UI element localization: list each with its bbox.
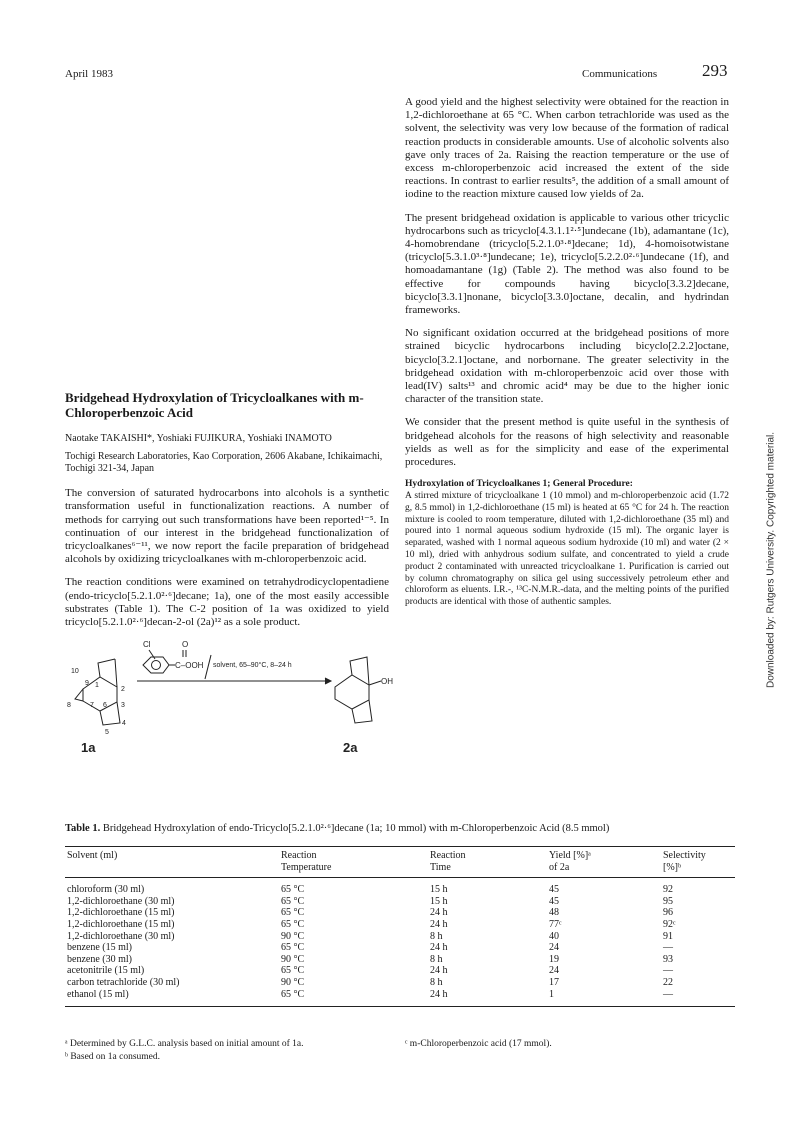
- results-table: [65, 846, 735, 1007]
- table-row: chloroform (30 ml) 65 °C 15 h 45 92: [67, 884, 673, 896]
- table-caption: [65, 823, 745, 834]
- table-row: 1,2-dichloroethane (15 ml) 65 °C 24 h 48 96: [67, 907, 673, 919]
- header-date: April 1983: [65, 68, 113, 80]
- table-caption-text: Bridgehead Hydroxylation of endo-Tricyclo[5.2.1.0²·⁶]decane (1a; 10 mmol) with m-Chloroperbenzoic Acid (8.5 mmol): [102, 823, 610, 834]
- atom-number: 6: [103, 702, 107, 709]
- reagent-o: O: [182, 640, 189, 649]
- atom-number: 5: [105, 729, 109, 736]
- table-row: benzene (30 ml) 90 °C 8 h 19 93: [67, 953, 673, 965]
- paragraph-strained: No significant oxidation occurred at the bridgehead positions of more strained bicyclic hydrocarbons including bicyclo[2.2.2]octane, bicyclo[3.2.1]octane, and norbornane. The greater selectivity in the bridgehead oxidation with m-chloroperbenzoic acid over those with lead(IV) salts¹³ and chromic acid⁴ may be due to the higher ionic character of the transition state.: [405, 327, 729, 406]
- paragraph-intro: The conversion of saturated hydrocarbons into alcohols is a synthetic transformation useful in functionalization reactions. A number of methods for carrying out such transformations have been reported¹⁻⁵. In continuation of our interest in the bridgehead functionalization of tricycloalkanes⁶⁻¹¹, we now report the facile preparation of bridgehead alcohols by oxidizing tricycloalkanes with m-chloroperbenzoic acid.: [65, 487, 389, 566]
- reaction-conditions: solvent, 65–90°C, 8–24 h: [213, 662, 292, 669]
- procedure: [405, 479, 729, 609]
- table-row: ethanol (15 ml) 65 °C 24 h 1 —: [65, 989, 735, 1007]
- right-column: [405, 96, 729, 619]
- structure-2a: [335, 657, 393, 755]
- table-row: 1,2-dichloroethane (15 ml) 65 °C 24 h 77ᶜ 92ᶜ: [67, 918, 676, 930]
- atom-number: 7: [90, 702, 94, 709]
- structure-1a: [67, 659, 126, 755]
- atom-number: 3: [121, 702, 125, 709]
- article-affiliation: Tochigi Research Laboratories, Kao Corporation, 2606 Akabane, Ichikaimachi, Tochigi 321-34, Japan: [65, 451, 383, 475]
- table-caption-label: Table 1.: [65, 823, 101, 834]
- reagent-group: C–OOH: [175, 661, 204, 670]
- header-section: Communications: [582, 68, 658, 80]
- atom-number: 10: [71, 668, 79, 675]
- download-notice: Downloaded by: Rutgers University. Copyrighted material.: [765, 431, 777, 689]
- atom-number: 2: [121, 686, 125, 693]
- header-yield: Yield [%]ᵃ of 2a: [547, 847, 661, 878]
- reagent-cl: Cl: [143, 640, 151, 649]
- reagent-mcpba: [143, 640, 204, 673]
- table-header-row: [65, 847, 735, 878]
- table-1: [65, 846, 735, 1007]
- table-row: acetonitrile (15 ml) 65 °C 24 h 24 —: [67, 965, 673, 977]
- atom-number: 1: [95, 682, 99, 689]
- procedure-text: A stirred mixture of tricycloalkane 1 (10 mmol) and m-chloroperbenzoic acid (1.72 g, 8.5 mmol) in 1,2-dichloroethane (15 ml) is heated at 65 °C for 24 h. The reaction mixture is cooled to room temperature, diluted with 1,2-dichloroethane (35 ml) and poured into 1 normal aqueous sodium hydroxide (15 ml). The organic layer is separated, washed with 1 normal aqueous sodium hydroxide (10 ml) and water (2 × 10 ml), dried with anhydrous sodium sulfate, and concentrated to yield a crude product 2 contaminated with unreacted tricycloalkane 1. Purification is carried out by column chromatography on silica gel using successively petroleum ether and chloroform as eluents. I.R.-, ¹³C-N.M.R.-data, and the melting points of the purified products are identical with those of authentic samples.: [405, 491, 729, 608]
- paragraph-scope: The present bridgehead oxidation is applicable to various other tricyclic hydrocarbons such as tricyclo[4.3.1.1²·⁵]undecane (1b), adamantane (1c), 4-homobrendane (tricyclo[5.2.1.0³·⁸]decane; 1d), 4-homoisotwistane (tricyclo[5.3.1.0³·⁸]undecane; 1e), tricyclo[5.2.2.0²·⁶]undecane (1f), and homoadamantane (1g) (Table 2). The method was also found to be effective for compounds having bicyclo[3.3.2]decane, bicyclo[3.3.1]nonane, bicyclo[3.3.0]octane, decalin, and hydrindan frameworks.: [405, 211, 729, 317]
- atom-number: 4: [122, 720, 126, 727]
- header-temperature: Reaction Temperature: [279, 847, 428, 878]
- product-oh: OH: [381, 677, 393, 686]
- label-2a: 2a: [343, 740, 358, 755]
- header-selectivity: Selectivity [%]ᵇ: [661, 847, 735, 878]
- article-title: Bridgehead Hydroxylation of Tricycloalkanes with m-Chloroperbenzoic Acid: [65, 390, 364, 420]
- page-number: 293: [702, 61, 728, 80]
- table-row: 1,2-dichloroethane (30 ml) 90 °C 8 h 40 91: [67, 930, 673, 942]
- table-row: 1,2-dichloroethane (30 ml) 65 °C 15 h 45 95: [67, 895, 673, 907]
- atom-number: 9: [85, 680, 89, 687]
- table-row: benzene (15 ml) 65 °C 24 h 24 —: [67, 942, 673, 954]
- header-solvent: Solvent (ml): [65, 847, 279, 878]
- paragraph-conditions: The reaction conditions were examined on tetrahydrodicyclopentadiene (endo-tricyclo[5.2.1.0²·⁶]decane; 1a), one of the most easily accessible substrates (Table 1). The C-2 position of 1a was oxidized to yield tricyclo[5.2.1.0²·⁶]decan-2-ol (2a)¹² as a sole product.: [65, 576, 389, 629]
- header-time: Reaction Time: [428, 847, 547, 878]
- reaction-scheme: [65, 637, 400, 757]
- footnote-c: ᶜ m-Chloroperbenzoic acid (17 mmol).: [405, 1039, 552, 1049]
- footnote-b: ᵇ Based on 1a consumed.: [65, 1052, 161, 1062]
- procedure-heading: Hydroxylation of Tricycloalkanes 1; General Procedure:: [405, 479, 633, 490]
- atom-number: 8: [67, 702, 71, 709]
- footnote-a: ᵃ Determined by G.L.C. analysis based on initial amount of 1a.: [65, 1039, 304, 1049]
- paragraph-solvent-results: A good yield and the highest selectivity were obtained for the reaction in 1,2-dichloroethane at 65 °C. When carbon tetrachloride was used as the solvent, the selectivity was very low because of the formation of radical reaction products in considerable amounts. Use of alcoholic solvents also gave only traces of 2a. Raising the reaction temperature or the use of excess m-chloroperbenzoic acid increased the extent of the side reactions. In contrast to earlier results⁵, the addition of a small amount of iodine to the reaction mixture caused low yields of 2a.: [405, 96, 729, 201]
- article-authors: Naotake TAKAISHI*, Yoshiaki FUJIKURA, Yoshiaki INAMOTO: [65, 433, 332, 444]
- label-1a: 1a: [81, 740, 96, 755]
- table-row: carbon tetrachloride (30 ml) 90 °C 8 h 17 22: [67, 976, 673, 988]
- left-column: [65, 390, 389, 639]
- paragraph-conclusion: We consider that the present method is quite useful in the synthesis of bridgehead alcohols for the reasons of high selectivity and reasonable yields as well as for the simplicity and ease of the experimental procedures.: [405, 416, 729, 469]
